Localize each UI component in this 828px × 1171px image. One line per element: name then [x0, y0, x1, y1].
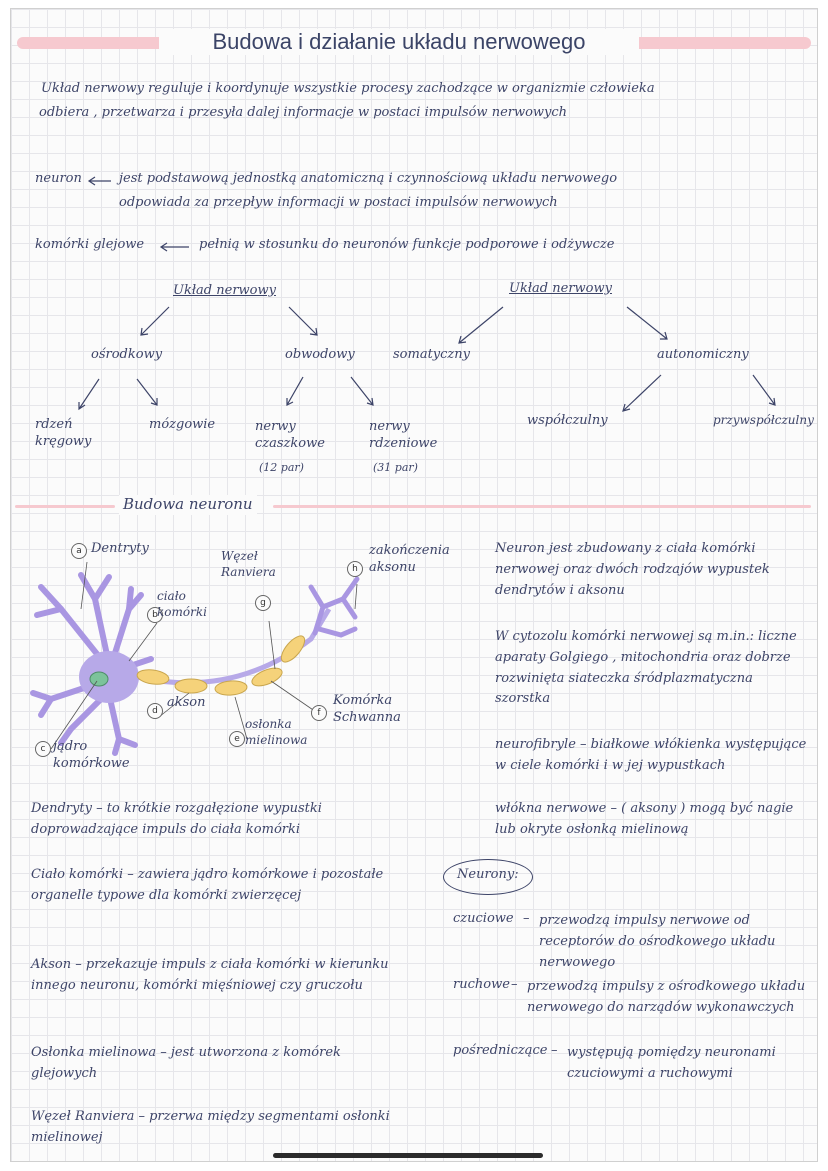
tree1-leaf-rdzeniowe: nerwy rdzeniowe [369, 419, 438, 451]
neurony-ruchowe-sep: – [511, 977, 518, 992]
intro-line-1: Układ nerwowy reguluje i koordynuje wszystkie procesy zachodzące w organizmie człowieka [41, 81, 655, 96]
label-oslonka: osłonka mielinowa [245, 717, 308, 747]
note-cytoplasm: W cytozolu komórki nerwowej są m.in.: liczne aparaty Golgiego , mitochondria oraz dobrze rozwinięta siateczka śródplazmatyczna szorstka [495, 629, 797, 707]
label-marker-h: h [347, 561, 363, 577]
section-highlight-right [273, 505, 811, 508]
title-highlight-left [17, 37, 167, 49]
neurony-posredniczace-term: pośredniczące [453, 1043, 548, 1058]
note-akson: Akson – przekazuje impuls z ciała komórki w kierunku innego neuronu, komórki mięśniowej czy gruczołu [31, 957, 389, 993]
tree1-right: obwodowy [285, 347, 355, 362]
tree1-leaf-rdzen: rdzeń kręgowy [35, 417, 92, 449]
tree2-left: somatyczny [393, 347, 470, 362]
neurony-czuciowe-text: przewodzą impulsy nerwowe od receptorów do ośrodkowego układu nerwowego [539, 913, 776, 970]
label-cialo: ciało komórki [157, 589, 207, 619]
tree1-leaf-czaszkowe: nerwy czaszkowe [255, 419, 325, 451]
note-cialo: Ciało komórki – zawiera jądro komórkowe i pozostałe organelle typowe dla komórki zwierzęcej [31, 867, 384, 903]
neurony-heading: Neurony: [457, 867, 519, 882]
tree1-leaf-mozgowie: mózgowie [149, 417, 216, 432]
glial-term: komórki glejowe [35, 237, 145, 252]
label-marker-d: d [147, 703, 163, 719]
label-marker-e: e [229, 731, 245, 747]
tree1-leaf-rdzeniowe-count: (31 par) [373, 461, 418, 474]
label-marker-c: c [35, 741, 51, 757]
home-indicator[interactable] [273, 1153, 543, 1158]
tree2-right: autonomiczny [657, 347, 749, 362]
note-neuron-structure: Neuron jest zbudowany z ciała komórki nerwowej oraz dwóch rodzajów wypustek dendrytów i aksonu [495, 541, 770, 598]
nucleus-shape [90, 672, 108, 686]
neurony-ruchowe-term: ruchowe [453, 977, 510, 992]
neurony-ruchowe-text: przewodzą impulsy z ośrodkowego układu nerwowego do narządów wykonawczych [527, 979, 806, 1015]
note-dendryty: Dendryty – to krótkie rozgałęzione wypustki doprowadzające impuls do ciała komórki [31, 801, 322, 837]
notebook-page [10, 8, 818, 1162]
glial-def: pełnią w stosunku do neuronów funkcje podporowe i odżywcze [199, 237, 615, 252]
neurony-posredniczace-sep: – [551, 1043, 558, 1058]
label-marker-g: g [255, 595, 271, 611]
tree2-root: Układ nerwowy [509, 281, 612, 296]
note-oslonka: Osłonka mielinowa – jest utworzona z komórek glejowych [31, 1045, 341, 1081]
label-jadro: jądro komórkowe [53, 739, 130, 771]
neurony-czuciowe-sep: – [523, 911, 530, 926]
neurony-posredniczace-text: występują pomiędzy neuronami czuciowymi a ruchowymi [567, 1045, 776, 1081]
tree1-root: Układ nerwowy [173, 283, 276, 298]
neurony-czuciowe-term: czuciowe [453, 911, 514, 926]
page-title: Budowa i działanie układu nerwowego [159, 29, 639, 55]
label-marker-f: f [311, 705, 327, 721]
label-ranvier: Węzeł Ranviera [221, 549, 276, 579]
label-zakonczenia: zakończenia aksonu [369, 543, 450, 575]
label-schwann: Komórka Schwanna [333, 693, 401, 725]
note-neurofibryle: neurofibryle – białkowe włókienka występujące w ciele komórki i w jej wypustkach [495, 737, 807, 773]
tree1-left: ośrodkowy [91, 347, 163, 362]
neuron-term: neuron [35, 171, 82, 186]
neuron-def-line-2: odpowiada za przepływ informacji w postaci impulsów nerwowych [119, 195, 558, 210]
tree2-leaf-przywspolczulny: przywspółczulny [713, 413, 814, 427]
section-title: Budowa neuronu [119, 495, 257, 515]
title-highlight-right [633, 37, 811, 49]
section-highlight-left [15, 505, 115, 508]
label-marker-b: b [147, 607, 163, 623]
tree2-leaf-wspolczulny: współczulny [527, 413, 608, 428]
neuron-def-line-1: jest podstawową jednostką anatomiczną i czynnościową układu nerwowego [119, 171, 618, 186]
label-marker-a: a [71, 543, 87, 559]
note-wezel: Węzeł Ranviera – przerwa między segmentami osłonki mielinowej [31, 1109, 390, 1145]
label-dentryty: Dentryty [91, 541, 149, 556]
tree1-leaf-czaszkowe-count: (12 par) [259, 461, 304, 474]
intro-line-2: odbiera , przetwarza i przesyła dalej informacje w postaci impulsów nerwowych [39, 105, 568, 120]
note-fibers: włókna nerwowe – ( aksony ) mogą być nagie lub okryte osłonką mielinową [495, 801, 794, 837]
label-akson: akson [167, 695, 206, 710]
